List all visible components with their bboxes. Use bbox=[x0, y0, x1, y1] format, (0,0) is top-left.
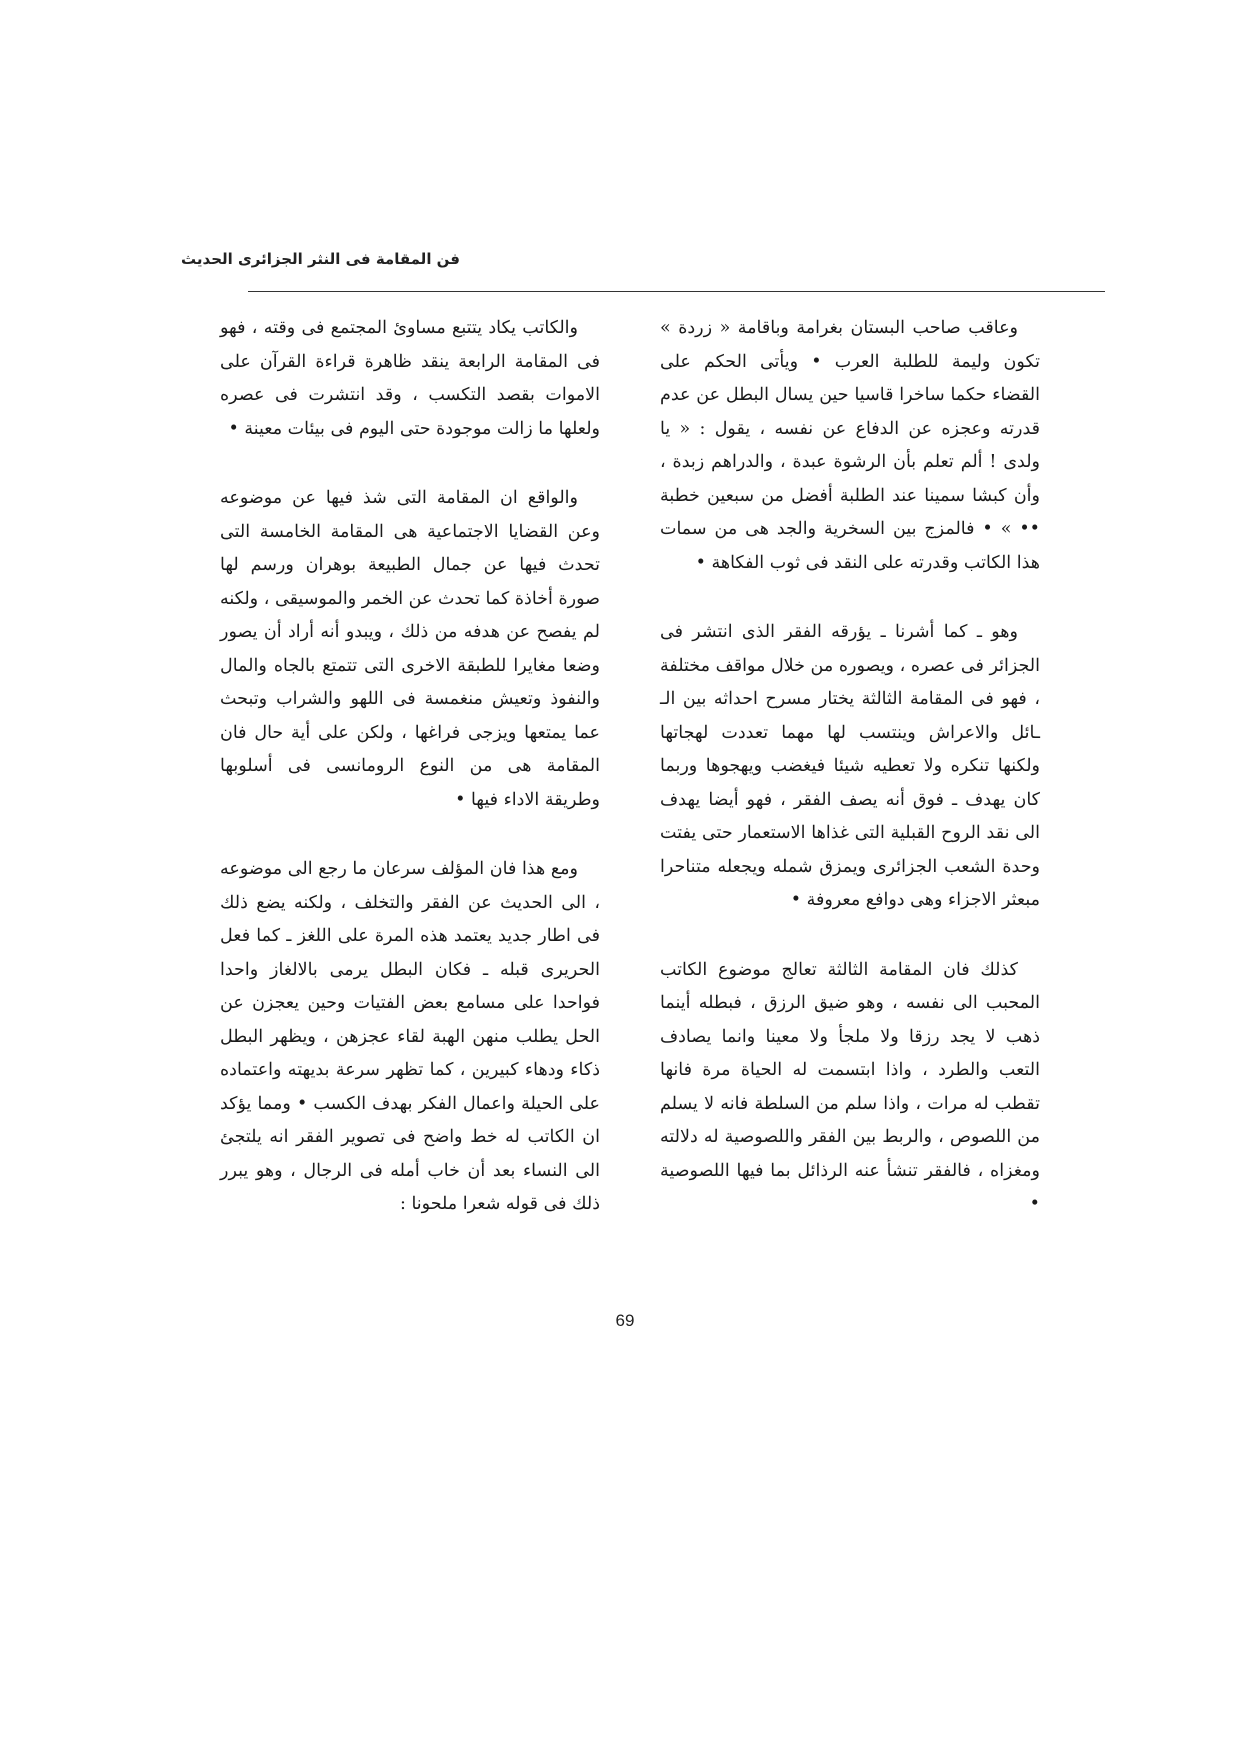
page-number: 69 bbox=[615, 1311, 635, 1330]
paragraph: وهو ـ كما أشرنا ـ يؤرقه الفقر الذى انتشر فى الجزائر فى عصره ، ويصوره من خلال مواقف مختلفة ، فهو فى المقامة الثالثة يختار مسرح احداثه بين الـ ـائل والاعراش وينتسب لها مهما تعددت لهجاتها ولكنها تنكره ولا تعطيه شيئا فيغضب ويهجوها وربما كان يهدف ـ فوق أنه يصف الفقر ، فهو أيضا يهدف الى نقد الروح القبلية التى غذاها الاستعمار حتى يفتت وحدة الشعب الجزائرى ويمزق شمله ويجعله متناحرا مبعثر الاجزاء وهى دوافع معروفة • bbox=[660, 622, 1040, 910]
paragraph: وعاقب صاحب البستان بغرامة وباقامة « زردة » تكون وليمة للطلبة العرب • ويأتى الحكم على القضاء حكما ساخرا قاسيا حين يسال البطل عن عدم قدرته وعجزه عن الدفاع عن نفسه ، يقول : « يا ولدى ! ألم تعلم بأن الرشوة عبدة ، والدراهم زبدة ، وأن كبشا سمينا عند الطلبة أفضل من سبعين خطبة •• » • فالمزج بين السخرية والجد هى من سمات هذا الكاتب وقدرته على النقد فى ثوب الفكاهة • bbox=[660, 318, 1040, 573]
paragraph: والكاتب يكاد يتتبع مساوئ المجتمع فى وقته ، فهو فى المقامة الرابعة ينقد ظاهرة قراءة القرآن على الاموات بقصد التكسب ، وقد انتشرت فى عصره ولعلها ما زالت موجودة حتى اليوم فى بيئات معينة • bbox=[220, 318, 600, 439]
paragraph: كذلك فان المقامة الثالثة تعالج موضوع الكاتب المحبب الى نفسه ، وهو ضيق الرزق ، فبطله أينما ذهب لا يجد رزقا ولا ملجأ ولا معينا وانما يصادف التعب والطرد ، واذا ابتسمت له الحياة مرة فانها تقطب له مرات ، واذا سلم من السلطة فانه لا يسلم من اللصوص ، والربط بين الفقر واللصوصية له دلالته ومغزاه ، فالفقر تنشأ عنه الرذائل بما فيها اللصوصية • bbox=[660, 959, 1040, 1214]
paragraph: والواقع ان المقامة التى شذ فيها عن موضوعه وعن القضايا الاجتماعية هى المقامة الخامسة التى تحدث فيها عن جمال الطبيعة بوهران ورسم لها صورة أخاذة كما تحدث عن الخمر والموسيقى ، ولكنه لم يفصح عن هدفه من ذلك ، ويبدو أنه أراد أن يصور وضعا مغايرا للطبقة الاخرى التى تتمتع بالجاه والمال والنفوذ وتعيش منغمسة فى اللهو والشراب وتبحث عما يمتعها ويزجى فراغها ، ولكن على أية حال فان المقامة هى من النوع الرومانسى فى أسلوبها وطريقة الاداء فيها • bbox=[220, 488, 600, 810]
left-text-column bbox=[220, 312, 600, 1258]
running-header-title: فن المقامة فى النثر الجزائرى الحديث bbox=[181, 250, 460, 268]
paragraph: ومع هذا فان المؤلف سرعان ما رجع الى موضوعه ، الى الحديث عن الفقر والتخلف ، ولكنه يضع ذلك فى اطار جديد يعتمد هذه المرة على اللغز ـ كما فعل الحريرى قبله ـ فكان البطل يرمى بالالغاز واحدا فواحدا على مسامع بعض الفتيات وحين يعجزن عن الحل يطلب منهن الهبة لقاء عجزهن ، ويظهر البطل ذكاء ودهاء كبيرين ، كما تظهر سرعة بديهته واعتماده على الحيلة واعمال الفكر بهدف الكسب • ومما يؤكد ان الكاتب له خط واضح فى تصوير الفقر انه يلتجئ الى النساء بعد أن خاب أمله فى الرجال ، وهو يبرر ذلك فى قوله شعرا ملحونا : bbox=[220, 859, 600, 1214]
right-text-column bbox=[660, 312, 1040, 1258]
header-rule bbox=[248, 291, 1105, 292]
